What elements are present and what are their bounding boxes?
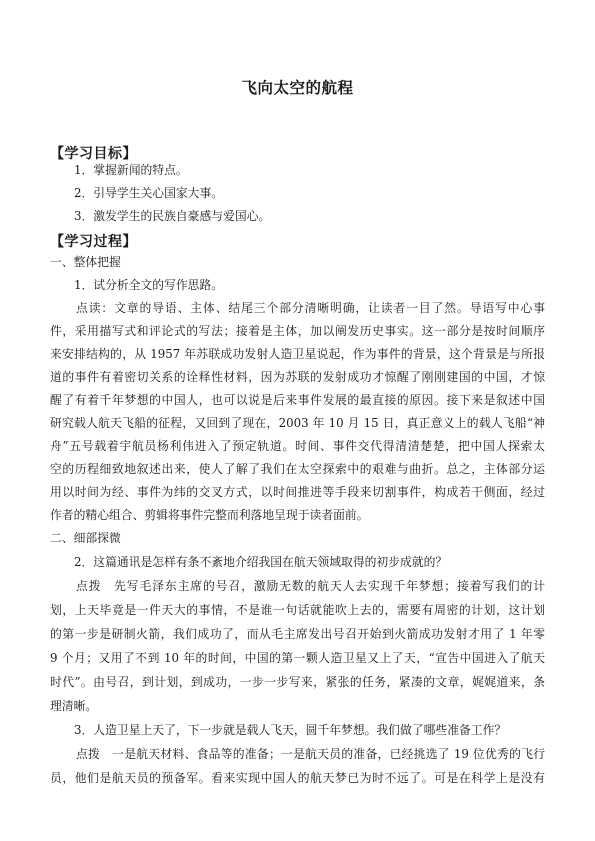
- section-title: 二、细部探微: [50, 531, 121, 545]
- question: 1．试分析全文的写作思路。: [74, 278, 224, 292]
- question: 2．这篇通讯是怎样有条不紊地介绍我国在航天领域取得的初步成就的？: [74, 555, 448, 569]
- paragraph-line: 作者的精心组合、剪辑将事件完整而利落地呈现于读者面前。: [50, 508, 369, 522]
- paragraph-line: 点读：文章的导语、主体、结尾三个部分清晰明确，让读者一目了然。导语写中心事: [76, 301, 545, 315]
- paragraph-line: 来安排结构的，从 1957 年苏联成功发射人造卫星说起，作为事件的背景，这个背景是与所报: [50, 347, 545, 361]
- goal-item: 1．掌握新闻的特点。: [74, 163, 188, 177]
- paragraph-line: 件，采用描写式和评论式的写法；接着是主体，加以阐发历史事实。这一部分是按时间顺序: [50, 324, 545, 338]
- paragraph-line: 时代”。由号召，到计划，到成功，一步一步写来，紧张的任务，紧凑的文章，娓娓道来，条: [50, 675, 545, 689]
- goal-item: 2．引导学生关心国家大事。: [74, 186, 224, 200]
- paragraph-line: 研究载人航天飞船的征程，又回到了现在，2003 年 10 月 15 日，真正意义上的载人飞船“神: [50, 416, 545, 430]
- paragraph-line: 理清晰。: [50, 699, 98, 713]
- paragraph-line: 用以时间为经、事件为纬的交叉方式，以时间推进等手段来切割事件，构成若干侧面，经过: [50, 485, 545, 499]
- paragraph-line: 舟”五号载着宇航员杨利伟进入了预定轨道。时间、事件交代得清清楚楚，把中国人探索太: [50, 439, 545, 453]
- paragraph-line: 空的历程细致地叙述出来，使人了解了我们在太空探索中的艰难与曲折。总之，主体部分运: [50, 462, 545, 476]
- goals-heading: 【学习目标】: [50, 146, 137, 162]
- paragraph-line: 划，上天毕竟是一件天大的事情，不是谁一句话就能吹上去的，需要有周密的计划，这计划: [50, 603, 545, 617]
- document-title: 飞向太空的航程: [241, 79, 354, 97]
- process-heading: 【学习过程】: [50, 234, 137, 250]
- paragraph-line: 的第一步是研制火箭，我们成功了，而从毛主席发出号召开始到火箭成功发射才用了 1 年零: [50, 627, 545, 641]
- paragraph-line: 道的事件有着密切关系的诠释性材料，因为苏联的发射成功才惊醒了刚刚建国的中国，才惊: [50, 370, 545, 384]
- goal-item: 3．激发学生的民族自豪感与爱国心。: [74, 209, 271, 223]
- paragraph-line: 员，他们是航天员的预备军。看来实现中国人的航天梦已为时不远了。可是在科学上是没有: [50, 771, 545, 785]
- paragraph-line: 点拨 一是航天材料、食品等的准备；一是航天员的准备，已经挑选了 19 位优秀的飞行: [76, 747, 545, 761]
- paragraph-line: 9 个月；又用了不到 10 年的时间，中国的第一颗人造卫星又上了天，“宣告中国进入了航天: [50, 651, 545, 665]
- paragraph-line: 醒了有着千年梦想的中国人，也可以说是后来事件发展的最直接的原因。接下来是叙述中国: [50, 393, 545, 407]
- paragraph-line: 点拨 先写毛泽东主席的号召，激励无数的航天人去实现千年梦想；接着写我们的计: [76, 579, 545, 593]
- question: 3．人造卫星上天了，下一步就是载人飞天，圆千年梦想。我们做了哪些准备工作？: [74, 723, 507, 737]
- section-title: 一、整体把握: [50, 255, 121, 269]
